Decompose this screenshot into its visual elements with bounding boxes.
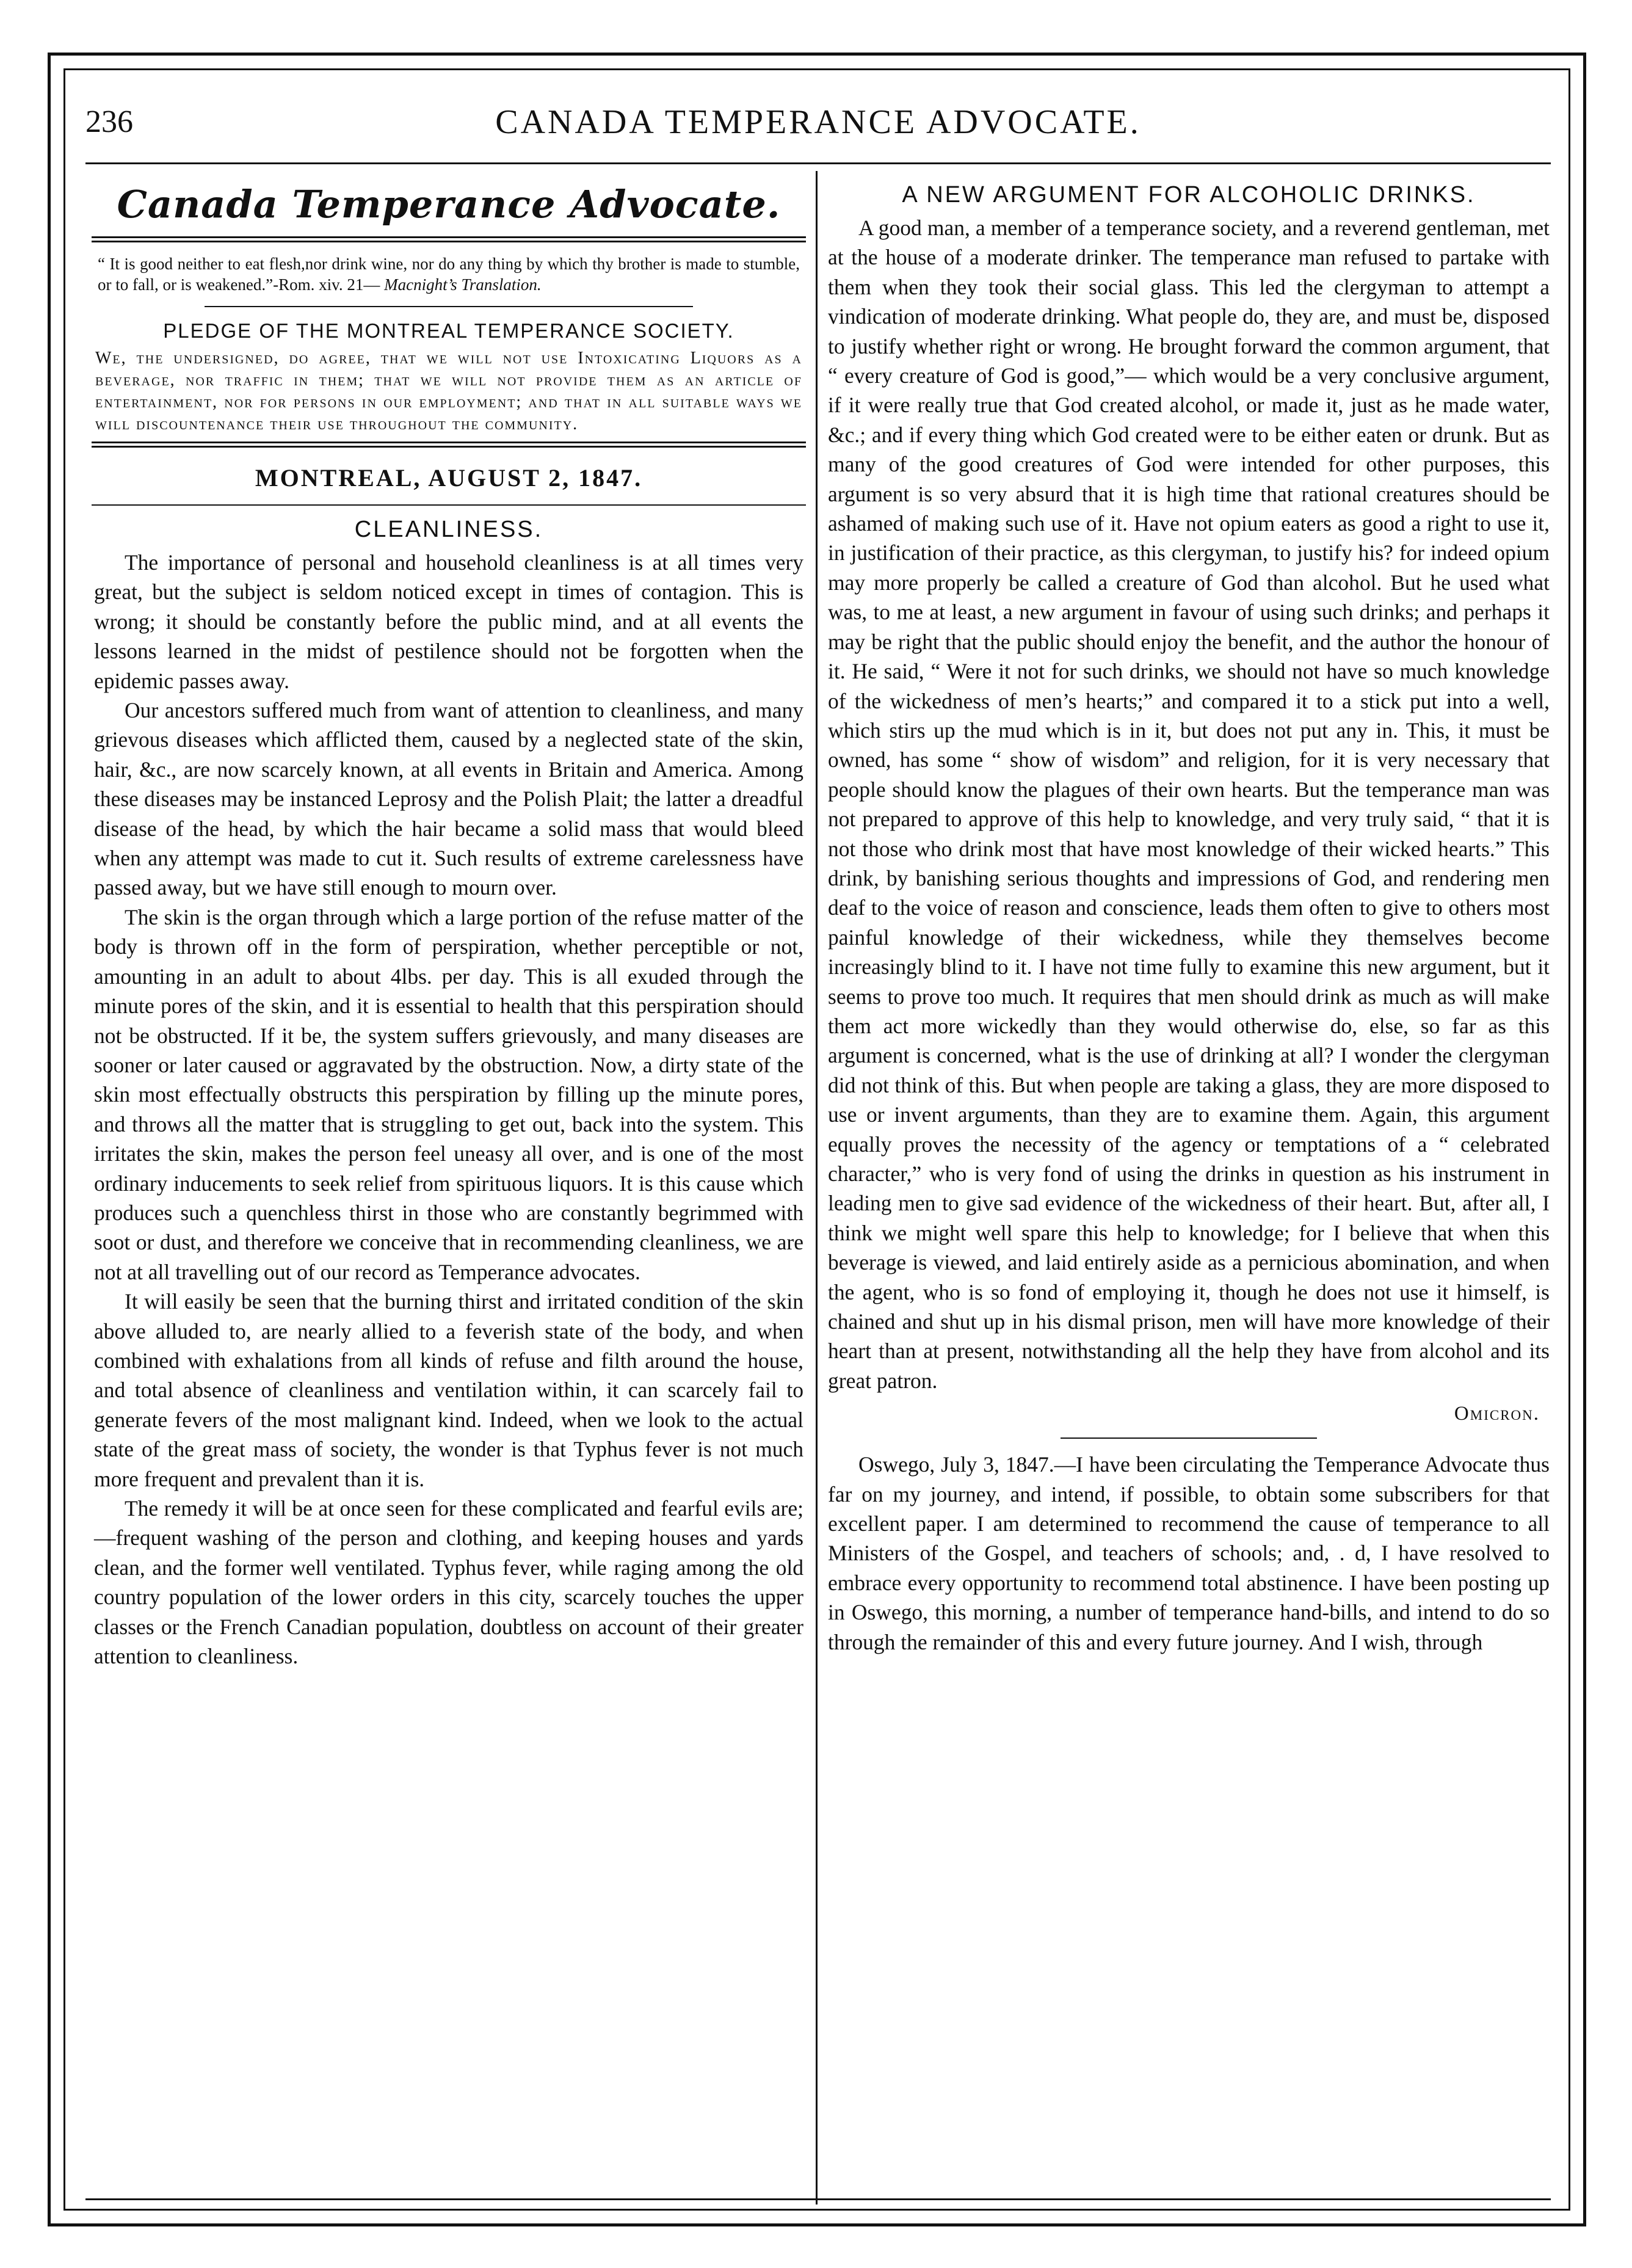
pledge-text: We, the undersigned, do agree, that we will not use Intoxicating Liquors as a beverage, nor traffic in them; that we will not provide them as an article of entertainment, nor for persons in our employment; and that in all suitable ways we will discountenance their use throughout the community. [95,349,803,434]
running-title: CANADA TEMPERANCE ADVOCATE. [495,103,1141,141]
dateline: MONTREAL, AUGUST 2, 1847. [255,464,643,492]
right-column [825,171,1552,1657]
page-header [85,92,1551,159]
paragraph: It will easily be seen that the burning thirst and irritated condition of the skin above alluded to, are nearly allied to a feverish state of the body, and when combined with exhalations from all kinds of refuse and filth around the house, and total absence of cleanliness and ventilation within, it can scarcely fail to generate fevers of the most malignant kind. Indeed, when we look to the actual state of the great mass of society, the wonder is that Typhus fever is not much more frequent and prevalent than it is. [94,1289,803,1491]
letter-paragraph: Oswego, July 3, 1847.—I have been circulating the Temperance Advocate thus far on my journey, and intend, if possible, to obtain some subscribers for that excellent paper. I am determined to recommend the cause of temperance to all Ministers of the Gospel, and teachers of schools; and, . d, I have resolved to embrace every opportunity to recommend total abstinence. I have been posting up in Oswego, this morning, a number of temperance hand-bills, and intend to do so through the remainder of this and every future journey. And I wish, through [828,1452,1550,1654]
signature: Omicron. [1454,1403,1540,1425]
pledge-rule [92,442,806,448]
left-column [92,171,806,1671]
masthead: Canada Temperance Advocate. [117,182,781,227]
bottom-rule [85,2198,1551,2200]
paragraph: Our ancestors suffered much from want of attention to cleanliness, and many grievous diseases which afflicted them, caused by a neglected state of the skin, hair, &c., are now scarcely known, at all events in Britain and America. Among these diseases may be instanced Leprosy and the Polish Plait; the latter a dreadful disease of the head, by which the hair became a solid mass that would bleed when any attempt was made to cut it. Such results of extreme carelessness have passed away, but we have still enough to mourn over. [94,698,803,900]
motto-citation: Macnight’s Translation. [384,275,542,294]
article-title-cleanliness: CLEANLINESS. [354,517,543,542]
header-rule [85,162,1551,164]
dateline-rule [92,504,806,506]
motto [98,253,800,295]
paragraph: The remedy it will be at once seen for these complicated and fearful evils are;—frequent washing of the person and clothing, and keeping houses and yards clean, and the former well ventilated. Typhus fever, while raging among the old country population of the lower orders in this city, scarcely touches the upper classes or the French Canadian population, doubtless on account of their greater attention to cleanliness. [94,1496,803,1669]
motto-text: “ It is good neither to eat flesh,nor drink wine, nor do any thing by which thy brother is made to stumble, or to fall, or is weakened.”-Rom. xiv. 21— [98,255,800,294]
paragraph: The skin is the organ through which a large portion of the refuse matter of the body is thrown off in the form of perspiration, whether perceptible or not, amounting in an adult to about 4lbs. per day. This is all exuded through the minute pores of the skin, and it is essential to health that this perspiration should not be obstructed. If it be, the system suffers grievously, and many diseases are sooner or later caused or aggravated by the obstruction. Now, a dirty state of the skin most effectually obstructs this perspiration by filling up the minute pores, and throws all the matter that is struggling to get out, back into the system. This irritates the skin, makes the person feel uneasy all over, and is one of the most ordinary inducements to seek relief from spirituous liquors. It is this cause which produces such a quenchless thirst in those who are constantly begrimmed with soot or dust, and therefore we conceive that in recommending cleanliness, we are not at all travelling out of our record as Temperance advocates. [94,904,803,1284]
paragraph: The importance of personal and household cleanliness is at all times very great, but the subject is seldom noticed except in times of contagion. This is wrong; it should be constantly before the public mind, and at all events the lessons learned in the midst of pestilence should not be forgotten when the epidemic passes away. [94,550,803,693]
pledge-title: PLEDGE OF THE MONTREAL TEMPERANCE SOCIETY. [163,319,734,342]
column-divider [816,171,818,2204]
article-title-new-argument: A NEW ARGUMENT FOR ALCOHOLIC DRINKS. [902,182,1476,208]
letter-rule [1061,1437,1317,1439]
page-number: 236 [85,104,133,139]
motto-rule [205,306,693,307]
masthead-rule [92,236,806,242]
paragraph: A good man, a member of a temperance society, and a reverend gentleman, met at the house of a moderate drinker. The temperance man refused to partake with them when they took their social glass. This led the clergyman to attempt a vindication of moderate drinking. What people do, they are, and must be, disposed to justify whether right or wrong. He brought forward the common argument, that “ every creature of God is good,”— which would be a very conclusive argument, if it were really true that God created alcohol, or made it, just as he made water, &c.; and if every thing which God created were to be either eaten or drunk. But as many of the good creatures of God were intended for other purposes, this argument is so very absurd that it is high time that rational creatures should be ashamed of making such use of it. Have not opium eaters as good a right to use it, in justification of their practice, as this clergyman, to justify his? for indeed opium may more properly be called a creature of God than alcohol. But he used what was, to me at least, a new argument in favour of using such drinks; and perhaps it may be right that the public should enjoy the benefit, and the author the honour of it. He said, “ Were it not for such drinks, we should not have so much knowledge of the wickedness of men’s hearts;” and compared it to a stick put into a well, which stirs up the mud which is in it, but does not put any in. This, it must be owned, has some “ show of wisdom” and religion, for it is very necessary that people should know the plagues of their own hearts. But the temperance man was not prepared to approve of this help to knowledge, and very truly said, “ that it is not those who drink most that have most knowledge of their wicked hearts.” This drink, by banishing serious thoughts and impressions of God, and rendering men deaf to the voice of reason and conscience, leads them often to give to others most painful knowledge of their wickedness, while they themselves become increasingly blind to it. I have not time fully to examine this new argument, but it seems to prove too much. It requires that men should drink as much as will make them act more wickedly than they would otherwise do, else, so far as this argument is concerned, what is the use of drinking at all? I wonder the clergyman did not think of this. But when people are taking a glass, they are more disposed to use or invent arguments, than they are to examine them. Again, this argument equally proves the necessity of the agency or temptations of a “ celebrated character,” who is very fond of using the drinks in question as his instrument in leading men to give sad evidence of the wickedness of their heart. But, after all, I think we might well spare this help to knowledge; for I believe that when this beverage is viewed, and laid entirely aside as a pernicious abomination, and when the agent, who is so fond of employing it, though he does not use it himself, is chained and shut up in his dismal prison, men will have more knowledge of their heart than at present, notwithstanding all the help they have from alcohol and its great patron. [828,216,1550,1393]
